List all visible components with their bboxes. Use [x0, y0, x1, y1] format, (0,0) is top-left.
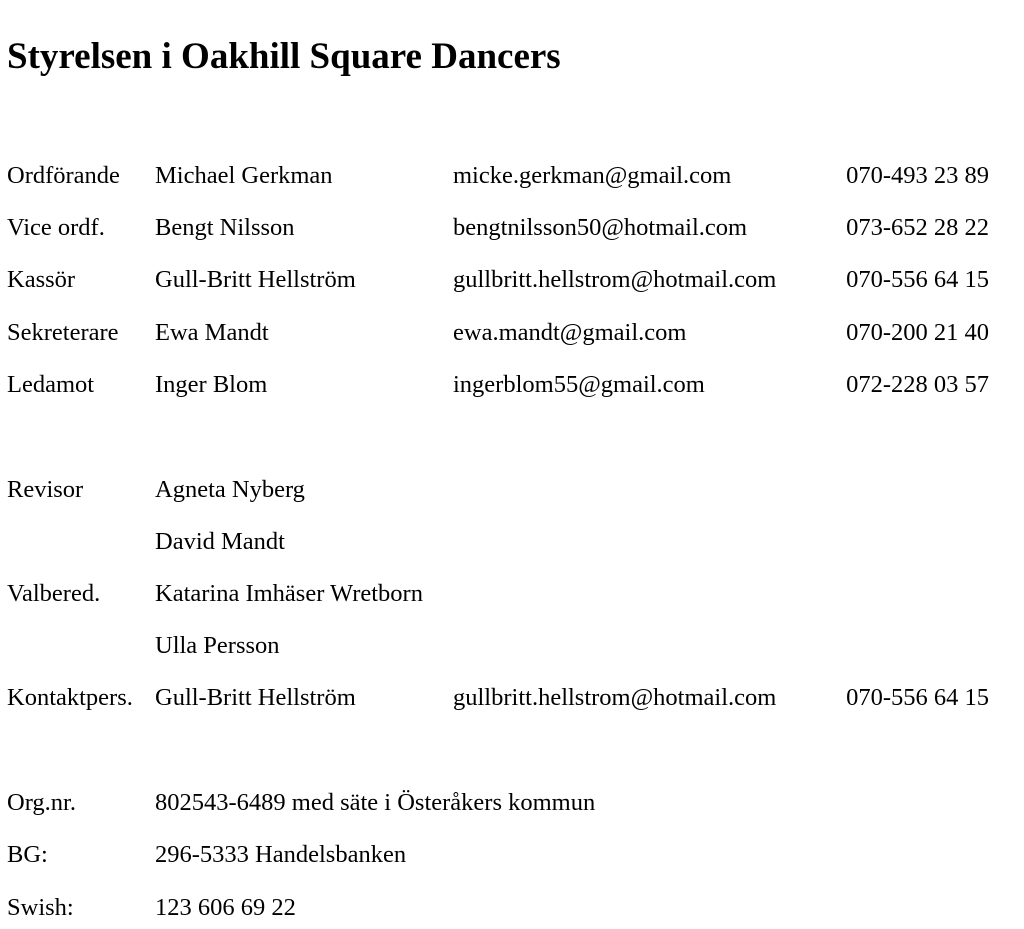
- member-email: micke.gerkman@gmail.com: [453, 162, 732, 189]
- nomination-row: [0, 629, 1024, 663]
- role-label: Ledamot: [7, 371, 95, 398]
- swish-label: Swish:: [7, 894, 74, 921]
- auditor-name: Agneta Nyberg: [155, 476, 305, 503]
- role-label: Revisor: [7, 476, 84, 503]
- member-name: Michael Gerkman: [155, 162, 333, 189]
- org-number-row: [0, 786, 1024, 820]
- role-label: Ordförande: [7, 162, 120, 189]
- role-label: Sekreterare: [7, 319, 119, 346]
- contact-phone: 070-556 64 15: [846, 684, 989, 711]
- nomination-name: Katarina Imhäser Wretborn: [155, 580, 423, 607]
- role-label: Valbered.: [7, 580, 101, 607]
- swish-value: 123 606 69 22: [155, 894, 296, 921]
- board-row-vice-chair: [0, 211, 1024, 245]
- org-number-value: 802543-6489 med säte i Österåkers kommun: [155, 789, 596, 816]
- swish-row: [0, 891, 1024, 925]
- page-title: Styrelsen i Oakhill Square Dancers: [7, 36, 561, 77]
- auditor-row: [0, 473, 1024, 507]
- role-label: Kontaktpers.: [7, 684, 133, 711]
- member-email: gullbritt.hellstrom@hotmail.com: [453, 266, 777, 293]
- board-row-treasurer: [0, 263, 1024, 297]
- member-email: ewa.mandt@gmail.com: [453, 319, 687, 346]
- member-name: Inger Blom: [155, 371, 268, 398]
- member-phone: 072-228 03 57: [846, 371, 989, 398]
- contact-email: gullbritt.hellstrom@hotmail.com: [453, 684, 777, 711]
- member-name: Bengt Nilsson: [155, 214, 295, 241]
- member-email: ingerblom55@gmail.com: [453, 371, 705, 398]
- role-label: Kassör: [7, 266, 76, 293]
- member-name: Gull-Britt Hellström: [155, 266, 356, 293]
- member-phone: 070-200 21 40: [846, 319, 989, 346]
- nomination-name: Ulla Persson: [155, 632, 280, 659]
- org-number-label: Org.nr.: [7, 789, 76, 816]
- bankgiro-value: 296-5333 Handelsbanken: [155, 841, 407, 868]
- auditor-name: David Mandt: [155, 528, 285, 555]
- member-name: Ewa Mandt: [155, 319, 269, 346]
- contact-name: Gull-Britt Hellström: [155, 684, 356, 711]
- board-row-chair: [0, 159, 1024, 193]
- bankgiro-label: BG:: [7, 841, 48, 868]
- member-phone: 073-652 28 22: [846, 214, 989, 241]
- board-row-member: [0, 368, 1024, 402]
- board-row-secretary: [0, 316, 1024, 350]
- bankgiro-row: [0, 838, 1024, 872]
- contact-row: [0, 681, 1024, 715]
- auditor-row: [0, 525, 1024, 559]
- member-phone: 070-493 23 89: [846, 162, 989, 189]
- member-email: bengtnilsson50@hotmail.com: [453, 214, 748, 241]
- member-phone: 070-556 64 15: [846, 266, 989, 293]
- nomination-row: [0, 577, 1024, 611]
- role-label: Vice ordf.: [7, 214, 105, 241]
